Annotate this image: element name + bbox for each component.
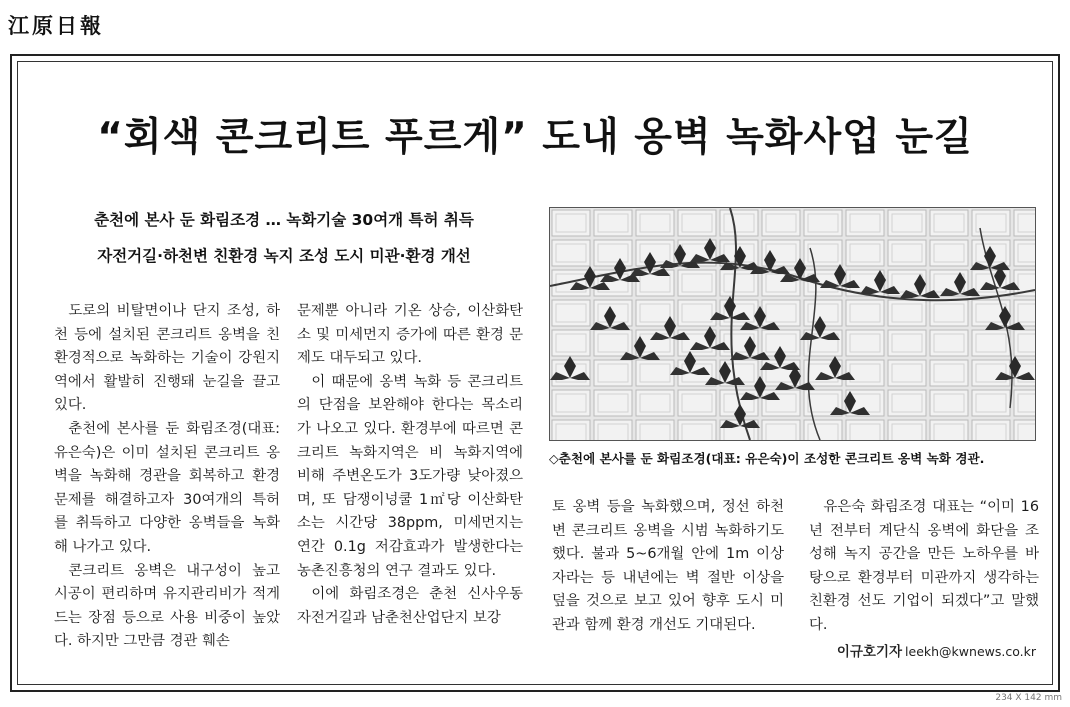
ivy-wall-illustration	[550, 208, 1035, 440]
article-frame	[10, 54, 1060, 692]
ivy-wall-photo	[549, 207, 1036, 441]
article-column-3	[552, 496, 784, 638]
reporter-name: 이규호기자	[836, 644, 903, 660]
paragraph: 문제뿐 아니라 기온 상승, 이산화탄소 및 미세먼지 증가에 따른 환경 문제도 대두되고 있다.	[297, 303, 523, 367]
article-column-4	[809, 496, 1039, 638]
photo-caption: ◇춘천에 본사를 둔 화림조경(대표: 유은숙)이 조성한 콘크리트 옹벽 녹화 경관.	[549, 451, 985, 466]
article-headline: “회색 콘크리트 푸르게” 도내 옹벽 녹화사업 눈길	[97, 115, 973, 160]
article-subhead-1: 춘천에 본사 둔 화림조경 … 녹화기술 30여개 특허 취득	[94, 211, 474, 229]
paragraph: 도로의 비탈면이나 단지 조성, 하천 등에 설치된 콘크리트 옹벽을 친환경적으로 녹화하는 기술이 강원지역에서 활발히 진행돼 눈길을 끌고 있다.	[54, 303, 280, 414]
paragraph: 토 옹벽 등을 녹화했으며, 정선 하천변 콘크리트 옹벽을 시범 녹화하기도 했다. 불과 5~6개월 안에 1m 이상 자라는 등 내년에는 벽 절반 이상을 덮을 것으로 보고 있어 향후 도시 미관과 함께 환경 개선도 기대된다.	[552, 499, 784, 633]
article-column-2	[297, 300, 523, 630]
article-column-1	[54, 300, 280, 654]
paragraph: 춘천에 본사를 둔 화림조경(대표:유은숙)은 이미 설치된 콘크리트 옹벽을 녹화해 경관을 회복하고 환경 문제를 해결하고자 30여개의 특허를 취득하고 다양한 옹벽들을 녹화해 나가고 있다.	[54, 420, 280, 555]
paragraph: 이에 화림조경은 춘천 신사우동 자전거길과 남춘천산업단지 보강	[297, 586, 523, 626]
article-size-note: 234 X 142 mm	[995, 693, 1062, 703]
paragraph: 유은숙 화림조경 대표는 “이미 16년 전부터 계단식 옹벽에 화단을 조성해 녹지 공간을 만든 노하우를 바탕으로 환경부터 미관까지 생각하는 친환경 선도 기업이 되겠다”고 말했다.	[809, 499, 1039, 633]
reporter-email: leekh@kwnews.co.kr	[905, 644, 1036, 659]
paragraph: 이 때문에 옹벽 녹화 등 콘크리트의 단점을 보완해야 한다는 목소리가 나오고 있다. 환경부에 따르면 콘크리트 녹화지역은 비 녹화지역에 비해 주변온도가 3도가량 낮아졌으며, 또 담쟁이넝쿨 1㎡당 이산화탄소는 시간당 38ppm, 미세먼지는 연간 0.1g 저감효과가 발생한다는 농촌진흥청의 연구 결과도 있다.	[297, 373, 523, 579]
reporter-byline	[837, 640, 1036, 660]
newspaper-masthead: 江原日報	[8, 13, 104, 38]
paragraph: 콘크리트 옹벽은 내구성이 높고 시공이 편리하며 유지관리비가 적게 드는 장점 등으로 사용 비중이 높았다. 하지만 그만큼 경관 훼손	[54, 562, 280, 650]
article-subhead-2: 자전거길·하천변 친환경 녹지 조성 도시 미관·환경 개선	[97, 247, 471, 265]
